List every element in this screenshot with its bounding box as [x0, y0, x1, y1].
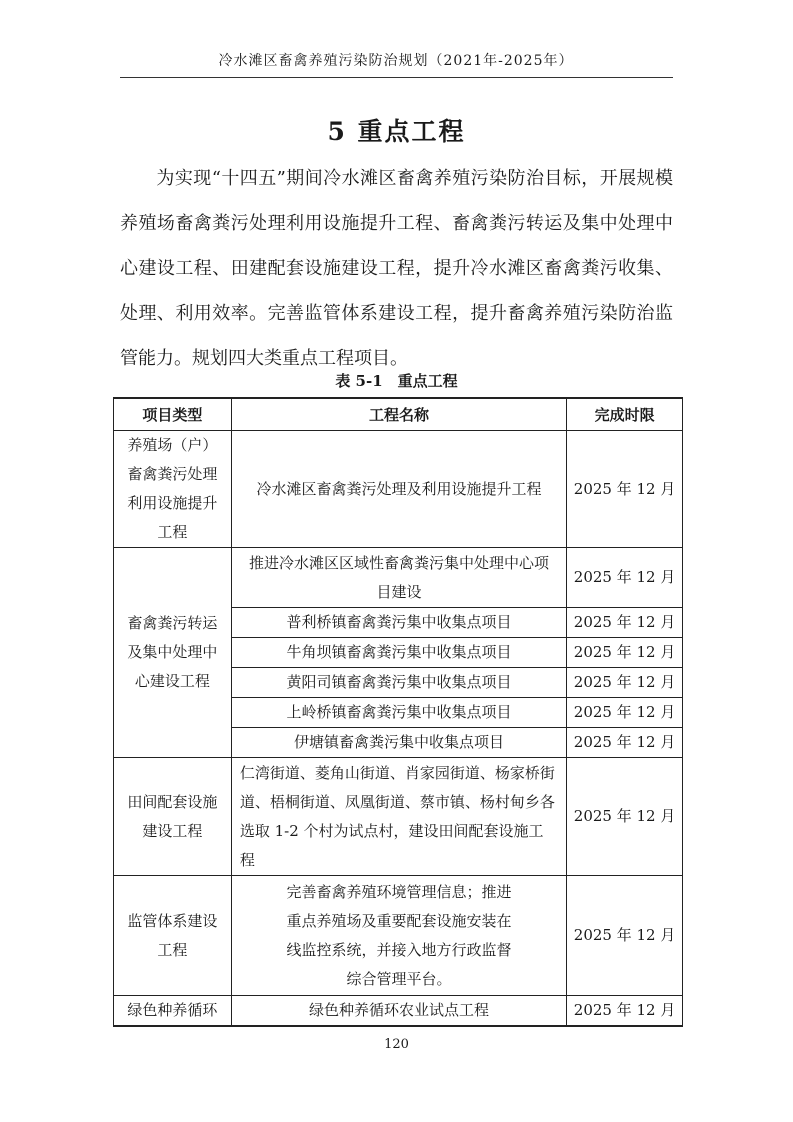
- deadline-cell: 2025 年 12 月: [567, 638, 683, 668]
- project-name-cell: 仁湾街道、菱角山街道、肖家园街道、杨家桥街道、梧桐街道、凤凰街道、蔡市镇、杨村甸乡各选取 1-2 个村为试点村，建设田间配套设施工程: [231, 758, 566, 876]
- key-projects-table: [113, 397, 683, 1027]
- project-type-cell: 田间配套设施建设工程: [114, 758, 232, 876]
- project-name-cell: 冷水滩区畜禽粪污处理及利用设施提升工程: [231, 431, 566, 548]
- project-name-cell: 伊塘镇畜禽粪污集中收集点项目: [231, 728, 566, 758]
- table-row: [114, 996, 683, 1027]
- table-row: [114, 876, 683, 996]
- deadline-cell: 2025 年 12 月: [567, 608, 683, 638]
- deadline-cell: 2025 年 12 月: [567, 996, 683, 1027]
- section-title: 5 重点工程: [327, 117, 466, 146]
- project-type-cell: 养殖场（户）畜禽粪污处理利用设施提升工程: [114, 431, 232, 548]
- project-type-cell: 畜禽粪污转运及集中处理中心建设工程: [114, 548, 232, 758]
- header-rule: [120, 77, 673, 78]
- column-header-type: 项目类型: [114, 398, 232, 431]
- deadline-cell: 2025 年 12 月: [567, 668, 683, 698]
- column-header-deadline: 完成时限: [567, 398, 683, 431]
- project-name-cell: 推进冷水滩区区域性畜禽粪污集中处理中心项目建设: [231, 548, 566, 608]
- deadline-cell: 2025 年 12 月: [567, 548, 683, 608]
- table-row: [114, 758, 683, 876]
- project-type-cell: 绿色种养循环: [114, 996, 232, 1027]
- project-type-cell: 监管体系建设工程: [114, 876, 232, 996]
- project-name-cell: 上岭桥镇畜禽粪污集中收集点项目: [231, 698, 566, 728]
- deadline-cell: 2025 年 12 月: [567, 698, 683, 728]
- intro-paragraph: [120, 156, 673, 381]
- table-row: [114, 548, 683, 608]
- project-name-cell: 牛角坝镇畜禽粪污集中收集点项目: [231, 638, 566, 668]
- deadline-cell: 2025 年 12 月: [567, 876, 683, 996]
- page-number: 120: [384, 1037, 409, 1052]
- deadline-cell: 2025 年 12 月: [567, 758, 683, 876]
- running-header: 冷水滩区畜禽养殖污染防治规划（2021年-2025年）: [218, 53, 574, 69]
- table-header-row: [114, 398, 683, 431]
- deadline-cell: 2025 年 12 月: [567, 728, 683, 758]
- deadline-cell: 2025 年 12 月: [567, 431, 683, 548]
- project-name-cell: 黄阳司镇畜禽粪污集中收集点项目: [231, 668, 566, 698]
- project-name-cell: 普利桥镇畜禽粪污集中收集点项目: [231, 608, 566, 638]
- intro-paragraph-text: 为实现“十四五”期间冷水滩区畜禽养殖污染防治目标，开展规模养殖场畜禽粪污处理利用设施提升工程、畜禽粪污转运及集中处理中心建设工程、田建配套设施建设工程，提升冷水滩区畜禽粪污收集、处理、利用效率。完善监管体系建设工程，提升畜禽养殖污染防治监管能力。规划四大类重点工程项目。: [120, 168, 673, 369]
- project-name-cell: 绿色种养循环农业试点工程: [231, 996, 566, 1027]
- table-row: [114, 431, 683, 548]
- table-caption: 表 5-1 重点工程: [335, 372, 458, 390]
- column-header-name: 工程名称: [231, 398, 566, 431]
- project-name-cell: 完善畜禽养殖环境管理信息；推进重点养殖场及重要配套设施安装在线监控系统，并接入地方行政监督综合管理平台。: [231, 876, 566, 996]
